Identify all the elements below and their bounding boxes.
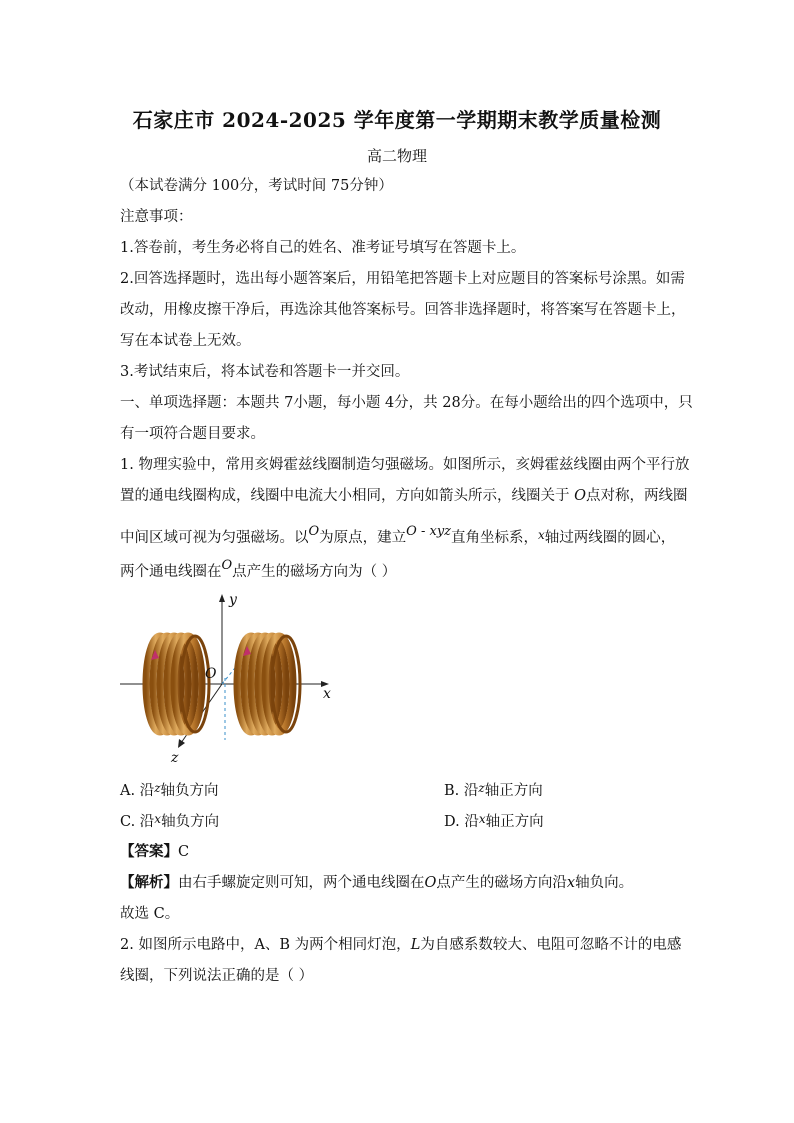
q1-var-O: O [221, 558, 233, 573]
helmholtz-coil-figure [115, 588, 345, 768]
q1-coordinate-system: O - xyz [406, 524, 452, 539]
q1-option-a [120, 779, 219, 800]
notes-item-2-line-3: 写在本试卷上无效。 [120, 333, 251, 349]
q1-analysis [120, 873, 633, 893]
option-c-var: x [154, 812, 162, 826]
option-d-var: x [478, 812, 486, 826]
q1-var-O: O [574, 488, 586, 504]
option-b-prefix: B. 沿 [444, 783, 479, 799]
analysis-var-O: O [424, 875, 437, 891]
q1-answer [120, 842, 189, 862]
q1-line-4-text-a: 两个通电线圈在 [120, 564, 222, 580]
q1-var-x: x [538, 528, 545, 542]
q1-line-3-text-c: 直角坐标系， [451, 530, 539, 546]
q1-option-b [444, 779, 543, 800]
q1-line-1: 1. 物理实验中，常用亥姆霍兹线圈制造匀强磁场。如图所示，亥姆霍兹线圈由两个平行放 [120, 457, 690, 473]
q2-line-1-text-b: 为自感系数较大、电阻可忽略不计的电感 [420, 937, 682, 953]
q1-line-2-text-b: 点对称，两线圈 [586, 488, 688, 504]
section1-line-1: 一、单项选择题：本题共 7小题，每小题 4分，共 28分。在每小题给出的四个选项中，只 [120, 395, 693, 411]
figure-label-y: y [229, 592, 237, 608]
q1-conclusion: 故选 C。 [120, 906, 180, 922]
notes-item-2-line-2: 改动，用橡皮擦干净后，再选涂其他答案标号。回答非选择题时，将答案写在答题卡上， [120, 302, 686, 318]
option-a-text: 轴负方向 [160, 783, 219, 799]
option-a-prefix: A. 沿 [120, 783, 155, 799]
option-b-text: 轴正方向 [484, 783, 543, 799]
analysis-text-c: 轴负向。 [575, 875, 634, 891]
q1-line-2-text-a: 置的通电线圈构成，线圈中电流大小相同，方向如箭头所示，线圈关于 [120, 488, 575, 504]
q2-line-1-text-a: 2. 如图所示电路中，A、B 为两个相同灯泡， [120, 937, 411, 953]
option-d-prefix: D. 沿 [444, 814, 479, 830]
figure-label-x: x [323, 686, 331, 702]
option-c-text: 轴负方向 [161, 814, 220, 830]
q1-line-4 [120, 558, 397, 583]
option-b-var: z [478, 781, 485, 795]
figure-label-origin: O [205, 666, 217, 682]
notes-item-2-line-1: 2.回答选择题时，选出每小题答案后，用铅笔把答题卡上对应题目的答案标号涂黑。如需 [120, 271, 685, 287]
q1-line-3 [120, 524, 676, 549]
q1-line-3-text-a: 中间区域可视为匀强磁场。以 [120, 530, 309, 546]
section1-line-2: 有一项符合题目要求。 [120, 426, 265, 442]
figure-label-z: z [171, 750, 179, 766]
q2-line-2: 线圈，下列说法正确的是（ ） [120, 968, 314, 984]
q2-line-1 [120, 935, 681, 955]
analysis-var-x: x [566, 875, 576, 891]
q1-option-c [120, 810, 219, 831]
option-c-prefix: C. 沿 [120, 814, 155, 830]
q1-line-2 [120, 486, 688, 506]
notes-item-1: 1.答卷前，考生务必将自己的姓名、准考证号填写在答题卡上。 [120, 240, 526, 256]
q1-line-3-text-d: 轴过两线圈的圆心， [544, 530, 676, 546]
analysis-label: 【解析】 [120, 874, 178, 891]
notes-heading: 注意事项： [120, 209, 193, 225]
exam-info: （本试卷满分 100分，考试时间 75分钟） [120, 178, 393, 194]
q1-line-3-text-b: 为原点，建立 [319, 530, 407, 546]
page-title: 石家庄市 2024-2025 学年度第一学期期末教学质量检测 [132, 108, 662, 132]
option-a-var: z [154, 781, 161, 795]
q1-var-O: O [308, 524, 320, 539]
q1-line-4-text-b: 点产生的磁场方向为（ ） [232, 564, 397, 580]
y-axis-arrow [219, 594, 225, 602]
q1-option-d [444, 810, 544, 831]
answer-value: C [178, 844, 190, 860]
analysis-text-a: 由右手螺旋定则可知，两个通电线圈在 [178, 875, 425, 891]
answer-label: 【答案】 [120, 843, 178, 860]
left-coil [146, 636, 209, 732]
z-axis-arrow [178, 739, 185, 748]
notes-item-3: 3.考试结束后，将本试卷和答题卡一并交回。 [120, 364, 410, 380]
subject-subtitle: 高二物理 [366, 147, 427, 165]
analysis-text-b: 点产生的磁场方向沿 [436, 875, 567, 891]
q2-var-L: L [410, 937, 421, 953]
option-d-text: 轴正方向 [485, 814, 544, 830]
